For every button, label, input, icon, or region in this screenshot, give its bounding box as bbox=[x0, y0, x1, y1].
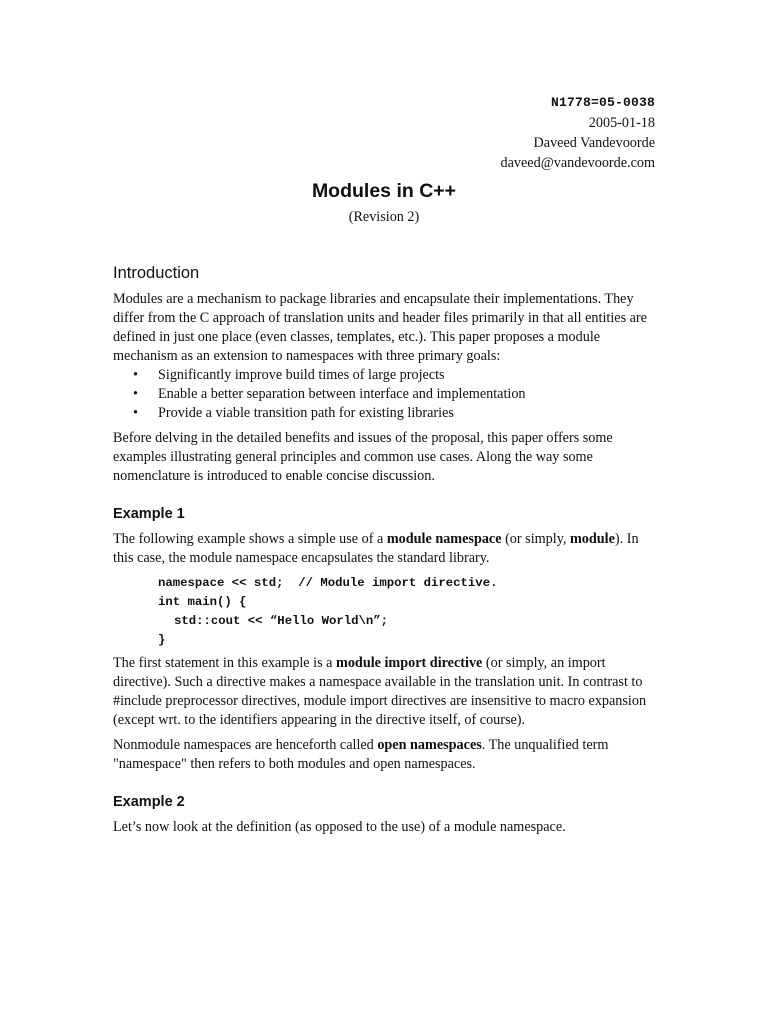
list-item: • Significantly improve build times of large projects bbox=[133, 367, 445, 383]
section-heading-example-1: Example 1 bbox=[113, 506, 185, 522]
bullet-marker: • bbox=[133, 405, 138, 421]
list-item: • Enable a better separation between interface and implementation bbox=[133, 386, 526, 402]
intro-paragraph-1: Modules are a mechanism to package libraries and encapsulate their implementations. They differ from the C approach of translation units and header files primarily in that all entities are defined in just one place (even classes, templates, etc.). This paper proposes a module mechanism as an extension to namespaces with three primary goals: bbox=[113, 291, 647, 364]
term-module: module bbox=[569, 531, 615, 547]
term-module-namespace: module namespace bbox=[386, 531, 502, 547]
code-line: int main() { bbox=[158, 595, 247, 609]
author-name: Daveed Vandevoorde bbox=[533, 135, 655, 151]
code-line: } bbox=[158, 633, 166, 647]
paper-title: Modules in C++ bbox=[311, 180, 457, 202]
example2-paragraph-1: Let’s now look at the definition (as opposed to the use) of a module namespace. bbox=[113, 819, 566, 835]
bullet-marker: • bbox=[133, 386, 138, 402]
bullet-marker: • bbox=[133, 367, 138, 383]
document-date: 2005-01-18 bbox=[588, 115, 655, 131]
code-line: std::cout << “Hello World\n”; bbox=[174, 614, 389, 628]
code-line: namespace << std; // Module import directive. bbox=[158, 576, 498, 590]
example1-paragraph-1: The following example shows a simple use of a module namespace (or simply, module). In this case, the module namespace encapsulates the standard library. bbox=[113, 531, 639, 566]
example1-paragraph-2: The first statement in this example is a module import directive (or simply, an import directive). Such a directive makes a namespace available in the translation unit. In contrast to #include preprocessor directives, module import directives are insensitive to macro expansion (except wrt. to the identifiers appearing in the directive itself, of course). bbox=[113, 655, 647, 728]
goals-list bbox=[113, 366, 658, 423]
section-heading-example-2: Example 2 bbox=[113, 794, 185, 810]
document-header bbox=[501, 93, 655, 173]
paper-body bbox=[113, 262, 658, 837]
example1-paragraph-3: Nonmodule namespaces are henceforth called open namespaces. The unqualified term "namespace" then refers to both modules and open namespaces. bbox=[113, 737, 609, 772]
term-open-namespaces: open namespaces bbox=[377, 737, 482, 753]
paper-subtitle: (Revision 2) bbox=[348, 209, 420, 225]
list-item: • Provide a viable transition path for existing libraries bbox=[133, 405, 454, 421]
document-number: N1778=05-0038 bbox=[550, 95, 655, 110]
code-block bbox=[113, 574, 658, 650]
intro-paragraph-2: Before delving in the detailed benefits and issues of the proposal, this paper offers some examples illustrating general principles and common use cases. Along the way some nomenclature is introduced to enable concise discussion. bbox=[113, 430, 613, 484]
author-email: daveed@vandevoorde.com bbox=[500, 155, 655, 171]
section-heading-introduction: Introduction bbox=[113, 264, 200, 282]
term-module-import-directive: module import directive bbox=[336, 655, 483, 671]
